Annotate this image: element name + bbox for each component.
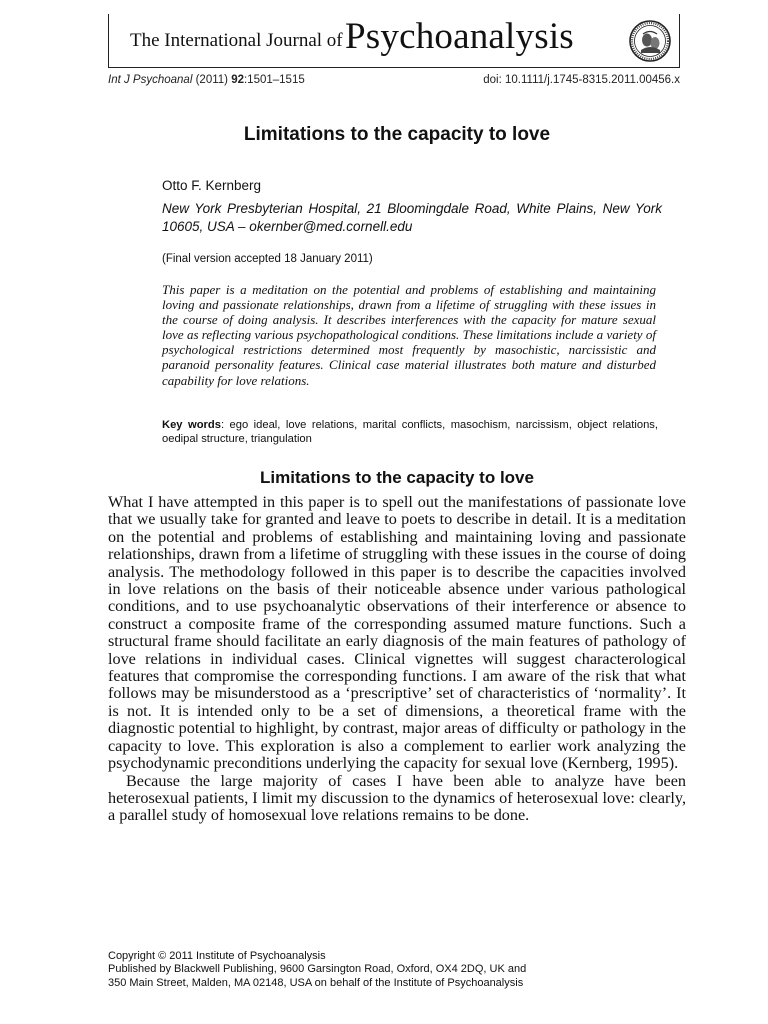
author-affiliation: New York Presbyterian Hospital, 21 Bloomingdale Road, White Plains, New York 10605, USA – okernber@med.cornell.edu xyxy=(162,201,662,234)
keywords xyxy=(162,418,658,446)
doi-link[interactable]: doi: 10.1111/j.1745-8315.2011.00456.x xyxy=(483,74,680,86)
journal-abbrev: Int J Psychoanal xyxy=(108,74,193,86)
journal-name: Psychoanalysis xyxy=(345,16,574,57)
article-title: Limitations to the capacity to love xyxy=(243,124,551,145)
keywords-list: : ego ideal, love relations, marital conflicts, masochism, narcissism, object relations, oedipal structure, triangulation xyxy=(162,419,658,445)
citation-volume: 92 xyxy=(231,74,244,86)
citation-pages: :1501–1515 xyxy=(243,74,305,86)
copyright-footer xyxy=(108,950,668,990)
author-name: Otto F. Kernberg xyxy=(162,178,262,193)
body-paragraph-1: What I have attempted in this paper is to spell out the manifestations of passionate love that we usually take for granted and leave to poets to describe in detail. It is a meditation on the potential and problems of establishing and maintaining loving and passionate relationships, drawn from a lifetime of struggling with these issues in the course of doing analysis. The methodology followed in this paper is to describe the capacities involved in love relations on the basis of their noticeable absence under various pathological conditions, and to use psychoanalytic observations of their interference or absence to construct a composite frame of the corresponding assumed mature functions. Such a structural frame should facilitate an early diagnosis of the main features of pathology of love relations in individual cases. Clinical vignettes will suggest characterological features that compromise the corresponding functions. I am aware of the risk that what follows may be misunderstood as a ‘prescriptive’ set of characteristics of ‘normality’. It is not. It is intended only to be a set of dimensions, a theoretical frame with the diagnostic potential to highlight, by contrast, major areas of difficulty or pathology in the capacity to love. This exploration is also a complement to earlier work analyzing the psychodynamic preconditions underlying the capacity for sexual love (Kernberg, 1995). xyxy=(108,493,686,773)
journal-prefix: The International Journal of xyxy=(130,30,343,51)
accepted-date: (Final version accepted 18 January 2011) xyxy=(162,253,373,265)
journal-seal-logo xyxy=(629,20,671,62)
abstract: This paper is a meditation on the potential and problems of establishing and maintaining loving and passionate relationships, drawn from a lifetime of struggling with these issues in the course of doing analysis. It describes interferences with the capacity for mature sexual love as reflecting various psychopathological conditions. These limitations include a variety of psychological restrictions determined most frequently by masochistic, narcissistic and paranoid personality features. Clinical case material illustrates both mature and disturbed capability for love relations. xyxy=(162,282,656,388)
body-paragraph-2: Because the large majority of cases I have been able to analyze have been heterosexual patients, I limit my discussion to the dynamics of heterosexual love: clearly, a parallel study of homosexual love relations remains to be done. xyxy=(108,771,686,825)
copyright-line: Copyright © 2011 Institute of Psychoanalysis xyxy=(108,950,326,962)
publisher-line-2: 350 Main Street, Malden, MA 02148, USA on behalf of the Institute of Psychoanalysis xyxy=(108,976,524,989)
section-heading: Limitations to the capacity to love xyxy=(260,468,534,487)
citation-year: (2011) xyxy=(195,74,228,86)
keywords-label: Key words xyxy=(162,419,221,431)
citation-line xyxy=(108,74,305,86)
publisher-line-1: Published by Blackwell Publishing, 9600 Garsington Road, Oxford, OX4 2DQ, UK and xyxy=(108,963,527,976)
body-text xyxy=(108,494,686,825)
